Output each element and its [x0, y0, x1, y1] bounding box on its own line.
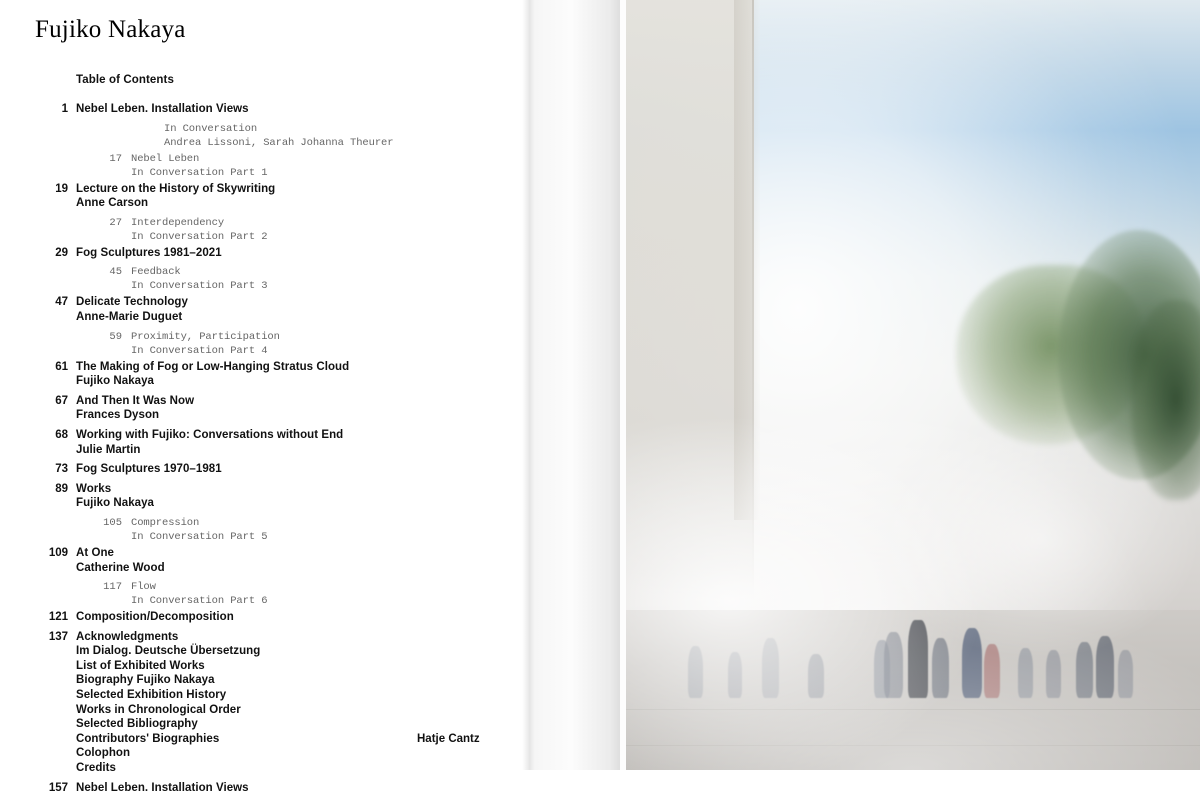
visitor-figure	[908, 620, 928, 698]
toc-entry-line: Julie Martin	[76, 443, 141, 456]
toc-page-number: 47	[55, 296, 68, 309]
toc-entry-text	[76, 482, 505, 511]
right-page-photograph	[626, 0, 1200, 770]
toc-entry-line: In Conversation Part 5	[131, 530, 268, 543]
visitor-figure	[1118, 650, 1133, 698]
toc-entry-line: In Conversation Part 6	[131, 595, 268, 608]
toc-subentry[interactable]	[35, 516, 505, 544]
toc-page-number: 121	[48, 611, 68, 624]
toc-entry-line: Catherine Wood	[76, 561, 165, 574]
toc-entry-line: Frances Dyson	[76, 409, 160, 422]
visitor-figure	[728, 652, 742, 698]
toc-entry-line: Flow	[131, 581, 156, 594]
toc-entry-line: At One	[76, 546, 114, 559]
toc-entry-text	[76, 360, 505, 389]
toc-entry-text	[76, 102, 505, 117]
toc-entry[interactable]	[35, 482, 505, 511]
visitor-figure	[1046, 650, 1061, 698]
toc-entry-text	[76, 394, 505, 423]
toc-subentry[interactable]	[35, 330, 505, 358]
pavement-joint-line-2	[626, 745, 1200, 746]
toc-heading: Table of Contents	[76, 74, 174, 86]
toc-page-number: 105	[103, 516, 122, 529]
toc-page-number: 117	[103, 581, 122, 594]
toc-entry-line: Works in Chronological Order	[76, 703, 241, 716]
toc-entry-line: Fujiko Nakaya	[76, 375, 154, 388]
toc-entry-text	[76, 182, 505, 211]
toc-entry-text	[76, 246, 505, 261]
visitor-figure	[884, 632, 903, 698]
toc-entry-line: Fog Sculptures 1970–1981	[76, 463, 222, 476]
toc-page-number: 17	[109, 152, 122, 165]
visitor-figure	[762, 638, 779, 698]
toc-subentry[interactable]	[35, 152, 505, 180]
toc-spacer	[35, 795, 505, 800]
toc-entry-line: Andrea Lissoni, Sarah Johanna Theurer	[164, 136, 394, 149]
toc-entry-text	[131, 152, 505, 180]
toc-entry-line: Interdependency	[131, 216, 225, 229]
toc-page-number: 68	[55, 428, 68, 441]
toc-entry-line: Nebel Leben	[131, 152, 200, 165]
toc-entry-line: Contributors' Biographies	[76, 732, 220, 745]
toc-entry-line: Anne Carson	[76, 197, 149, 210]
toc-page-number: 1	[61, 103, 68, 115]
toc-entry-line: Working with Fujiko: Conversations without End	[76, 428, 344, 441]
toc-page-number: 61	[55, 360, 68, 373]
toc-entry-line: Selected Bibliography	[76, 718, 198, 731]
toc-entry-line: And Then It Was Now	[76, 394, 195, 407]
toc-subentry[interactable]	[35, 216, 505, 244]
table-of-contents	[35, 74, 505, 800]
publisher-imprint: Hatje Cantz	[417, 733, 480, 745]
toc-entry-line: Selected Exhibition History	[76, 689, 227, 702]
visitor-figure	[932, 638, 949, 698]
toc-entry-line: List of Exhibited Works	[76, 659, 205, 672]
fog-sculpture-photo	[626, 0, 1200, 770]
toc-entry-text	[76, 630, 505, 776]
toc-entry-line: Colophon	[76, 747, 131, 760]
toc-subentry[interactable]	[35, 265, 505, 293]
toc-list	[35, 102, 505, 800]
visitor-figure	[688, 646, 703, 698]
toc-entry-text	[76, 781, 505, 796]
toc-page-number: 67	[55, 394, 68, 407]
stone-wall-edge	[734, 0, 760, 520]
toc-entry-text	[76, 610, 505, 625]
toc-entry-line: In Conversation Part 4	[131, 344, 268, 357]
toc-entry-text	[76, 428, 505, 457]
toc-entry-line: Nebel Leben. Installation Views	[76, 103, 249, 115]
toc-entry-text	[131, 330, 505, 358]
toc-entry-line: Works	[76, 482, 112, 495]
toc-entry[interactable]	[35, 781, 505, 796]
toc-entry-line: Lecture on the History of Skywriting	[76, 182, 276, 195]
tree-foliage-right	[1131, 300, 1200, 500]
toc-entry-text	[131, 265, 505, 293]
toc-entry-line: In Conversation Part 1	[131, 166, 268, 179]
visitor-figure	[1096, 636, 1114, 698]
toc-entry-text	[131, 516, 505, 544]
visitor-figure	[984, 644, 1000, 698]
toc-entry-line: In Conversation Part 3	[131, 280, 268, 293]
visitor-figure	[1076, 642, 1093, 698]
pavement-joint-line	[626, 709, 1200, 710]
toc-page-number: 89	[55, 482, 68, 495]
toc-entry-line: Anne-Marie Duguet	[76, 310, 183, 323]
toc-entry-line: Fujiko Nakaya	[76, 497, 154, 510]
toc-page-number: 27	[109, 216, 122, 229]
toc-page-number: 109	[48, 546, 68, 559]
toc-page-number: 59	[109, 330, 122, 343]
visitor-figure	[962, 628, 982, 698]
toc-entry-line: Biography Fujiko Nakaya	[76, 674, 215, 687]
toc-entry-text	[76, 462, 505, 477]
inner-margin	[529, 0, 626, 770]
left-page	[0, 0, 529, 794]
toc-entry-line: In Conversation	[164, 122, 258, 135]
visitor-figure	[1018, 648, 1033, 698]
toc-entry-line: Proximity, Participation	[131, 330, 280, 343]
toc-page-number: 45	[109, 266, 122, 279]
toc-page-number: 19	[55, 182, 68, 195]
toc-entry[interactable]	[35, 102, 505, 117]
visitor-figure	[808, 654, 824, 698]
toc-entry-text	[131, 580, 505, 608]
toc-entry[interactable]	[35, 546, 505, 575]
toc-entry-line: Feedback	[131, 266, 181, 279]
toc-entry-line: Acknowledgments	[76, 630, 179, 643]
toc-page-number: 73	[55, 463, 68, 476]
toc-entry-text	[164, 122, 505, 150]
toc-entry[interactable]	[35, 428, 505, 457]
toc-entry-line: In Conversation Part 2	[131, 230, 268, 243]
toc-entry-line: The Making of Fog or Low-Hanging Stratus Cloud	[76, 360, 350, 373]
toc-page-number: 157	[48, 781, 68, 794]
toc-entry[interactable]	[35, 246, 505, 261]
toc-entry-line: Fog Sculptures 1981–2021	[76, 246, 222, 259]
toc-entry-line: Credits	[76, 762, 116, 775]
toc-page-number: 137	[48, 630, 68, 643]
toc-entry-line: Nebel Leben. Installation Views	[76, 781, 249, 794]
toc-entry-text	[76, 546, 505, 575]
toc-entry[interactable]	[35, 394, 505, 423]
toc-entry-text	[131, 216, 505, 244]
toc-entry-text	[76, 295, 505, 324]
toc-entry[interactable]	[35, 462, 505, 477]
toc-entry-line: Im Dialog. Deutsche Übersetzung	[76, 645, 261, 658]
toc-entry[interactable]	[35, 360, 505, 389]
toc-page-number: 29	[55, 246, 68, 259]
toc-entry[interactable]	[35, 182, 505, 211]
toc-entry[interactable]	[35, 630, 505, 776]
toc-entry-line: Delicate Technology	[76, 296, 188, 309]
toc-entry[interactable]	[35, 295, 505, 324]
toc-entry[interactable]	[35, 610, 505, 625]
page-title: Fujiko Nakaya	[35, 16, 186, 43]
toc-entry-line: Composition/Decomposition	[76, 611, 234, 624]
toc-subentry[interactable]	[35, 580, 505, 608]
toc-subentry[interactable]	[35, 122, 505, 150]
toc-entry-line: Compression	[131, 516, 200, 529]
